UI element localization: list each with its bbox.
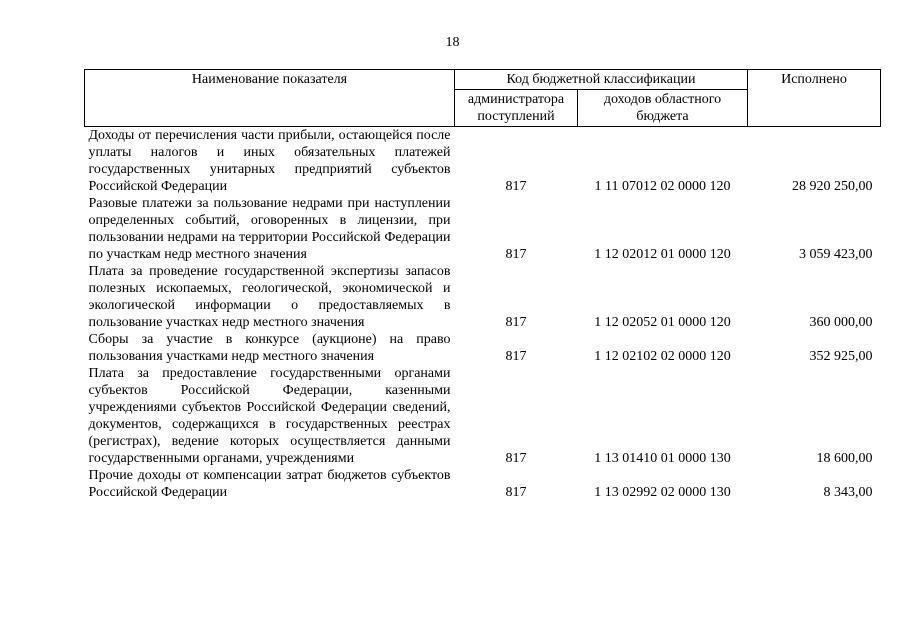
table-header	[85, 70, 881, 127]
administrator-code-cell: 817	[505, 349, 527, 364]
table-row	[85, 467, 881, 501]
table-row	[85, 331, 881, 365]
indicator-name-cell: Прочие доходы от компенсации затрат бюджетов субъектов Российской Федерации	[88, 468, 451, 500]
budget-income-table	[84, 69, 881, 501]
income-code-cell: 1 12 02052 01 0000 120	[594, 315, 731, 330]
executed-amount-cell: 18 600,00	[816, 451, 873, 466]
indicator-name-cell: Сборы за участие в конкурсе (аукционе) на право пользования участками недр местного значения	[88, 332, 451, 364]
income-code-cell: 1 12 02102 02 0000 120	[594, 349, 731, 364]
indicator-name-cell: Доходы от перечисления части прибыли, остающейся после уплаты налогов и иных обязательных платежей государственных унитарных предприятий субъектов Российской Федерации	[88, 128, 451, 194]
table-row	[85, 263, 881, 331]
table-row	[85, 195, 881, 263]
income-code-cell: 1 12 02012 01 0000 120	[594, 247, 731, 262]
administrator-code-cell: 817	[505, 179, 527, 194]
table-body	[85, 127, 881, 502]
indicator-name-cell: Разовые платежи за пользование недрами при наступлении определенных событий, оговоренных в лицензии, при пользовании недрами на территории Российской Федерации по участкам недр местного значения	[88, 196, 451, 262]
income-code-cell: 1 13 01410 01 0000 130	[594, 451, 731, 466]
executed-amount-cell: 360 000,00	[809, 315, 873, 330]
executed-amount-cell: 28 920 250,00	[792, 179, 873, 194]
table-row	[85, 127, 881, 196]
header-regional-income: доходов областного бюджета	[578, 90, 748, 127]
indicator-name-cell: Плата за проведение государственной экспертизы запасов полезных ископаемых, геологической, экономической и экологической информации о предоставляемых в пользование участках недр местного значения	[88, 264, 451, 330]
administrator-code-cell: 817	[505, 485, 527, 500]
header-indicator-name: Наименование показателя	[85, 70, 455, 127]
table-row	[85, 365, 881, 467]
header-administrator: администратора поступлений	[455, 90, 578, 127]
administrator-code-cell: 817	[505, 247, 527, 262]
executed-amount-cell: 352 925,00	[809, 349, 873, 364]
page-number: 18	[445, 35, 460, 50]
budget-table-container	[84, 69, 880, 501]
executed-amount-cell: 8 343,00	[823, 485, 873, 500]
administrator-code-cell: 817	[505, 315, 527, 330]
indicator-name-cell: Плата за предоставление государственными органами субъектов Российской Федерации, казенными учреждениями субъектов Российской Федерации сведений, документов, содержащихся в государственных реестрах (регистрах), ведение которых осуществляется данными государственными органами, учреждениями	[88, 366, 451, 466]
executed-amount-cell: 3 059 423,00	[799, 247, 873, 262]
income-code-cell: 1 11 07012 02 0000 120	[594, 179, 731, 194]
header-executed: Исполнено	[748, 70, 881, 127]
income-code-cell: 1 13 02992 02 0000 130	[594, 485, 731, 500]
header-budget-code: Код бюджетной классификации	[455, 70, 748, 90]
administrator-code-cell: 817	[505, 451, 527, 466]
